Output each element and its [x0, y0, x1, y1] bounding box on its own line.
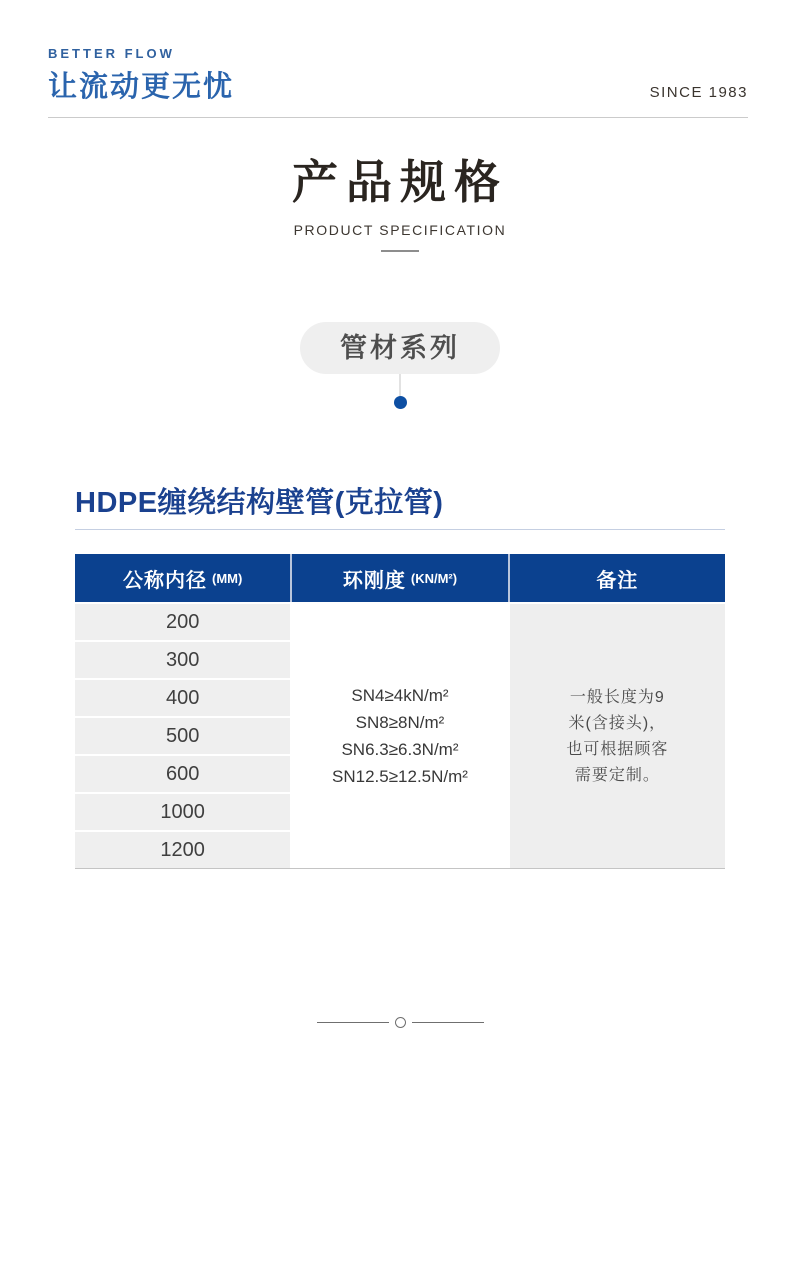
stiffness-line: SN12.5≥12.5N/m²	[332, 766, 468, 786]
section-heading-rule	[75, 529, 725, 530]
product-section	[75, 487, 725, 869]
col-header-remarks	[510, 554, 725, 602]
col-header-remarks-label: 备注	[596, 569, 639, 592]
remark-line: 一般长度为9	[569, 688, 665, 706]
end-divider-line-right	[412, 1022, 484, 1023]
stiffness-line: SN8≥8N/m²	[355, 712, 445, 732]
table-body	[75, 604, 725, 868]
diameter-cell: 200	[75, 604, 290, 640]
since-label: SINCE 1983	[649, 84, 748, 101]
stiffness-line: SN4≥4kN/m²	[351, 685, 449, 705]
header-divider	[48, 117, 748, 118]
diameter-cell: 400	[75, 680, 290, 716]
remark-line: 米(含接头)，	[568, 714, 667, 732]
brand-logo	[48, 46, 234, 105]
brand-tagline: BETTER FLOW	[48, 46, 175, 61]
diameter-cell: 300	[75, 642, 290, 678]
page-title: 产品规格	[292, 156, 508, 208]
title-rule	[381, 250, 419, 252]
end-divider	[0, 1017, 800, 1028]
stiffness-cell	[292, 604, 507, 868]
col-header-diameter-unit: (MM)	[212, 570, 243, 586]
brand-logotype: 让流动更无忧	[48, 71, 235, 103]
table-header-row	[75, 554, 725, 602]
title-block	[0, 156, 800, 252]
header	[48, 46, 748, 105]
spec-table	[75, 554, 725, 869]
badge-connector-line	[399, 374, 401, 396]
end-circle-icon	[395, 1017, 406, 1028]
remark-line: 需要定制。	[574, 766, 660, 784]
page	[0, 46, 800, 1266]
series-badge: 管材系列	[300, 322, 500, 374]
col-header-stiffness-unit: (KN/M²)	[410, 570, 458, 586]
end-divider-line-left	[317, 1022, 389, 1023]
diameter-column	[75, 604, 290, 868]
col-header-stiffness	[292, 554, 507, 602]
diameter-cell: 1200	[75, 832, 290, 868]
col-header-diameter-label: 公称内径	[123, 569, 207, 592]
section-heading: HDPE缠绕结构壁管(克拉管)	[75, 486, 444, 519]
diameter-cell: 500	[75, 718, 290, 754]
remark-line: 也可根据顾客	[566, 740, 669, 758]
remarks-cell	[510, 604, 725, 868]
diameter-cell: 600	[75, 756, 290, 792]
page-subtitle: PRODUCT SPECIFICATION	[293, 221, 507, 238]
col-header-stiffness-label: 环刚度	[342, 569, 406, 592]
badge-dot-icon	[394, 396, 407, 409]
stiffness-line: SN6.3≥6.3N/m²	[341, 739, 459, 759]
series-badge-block	[0, 322, 800, 409]
diameter-cell: 1000	[75, 794, 290, 830]
col-header-diameter	[75, 554, 290, 602]
